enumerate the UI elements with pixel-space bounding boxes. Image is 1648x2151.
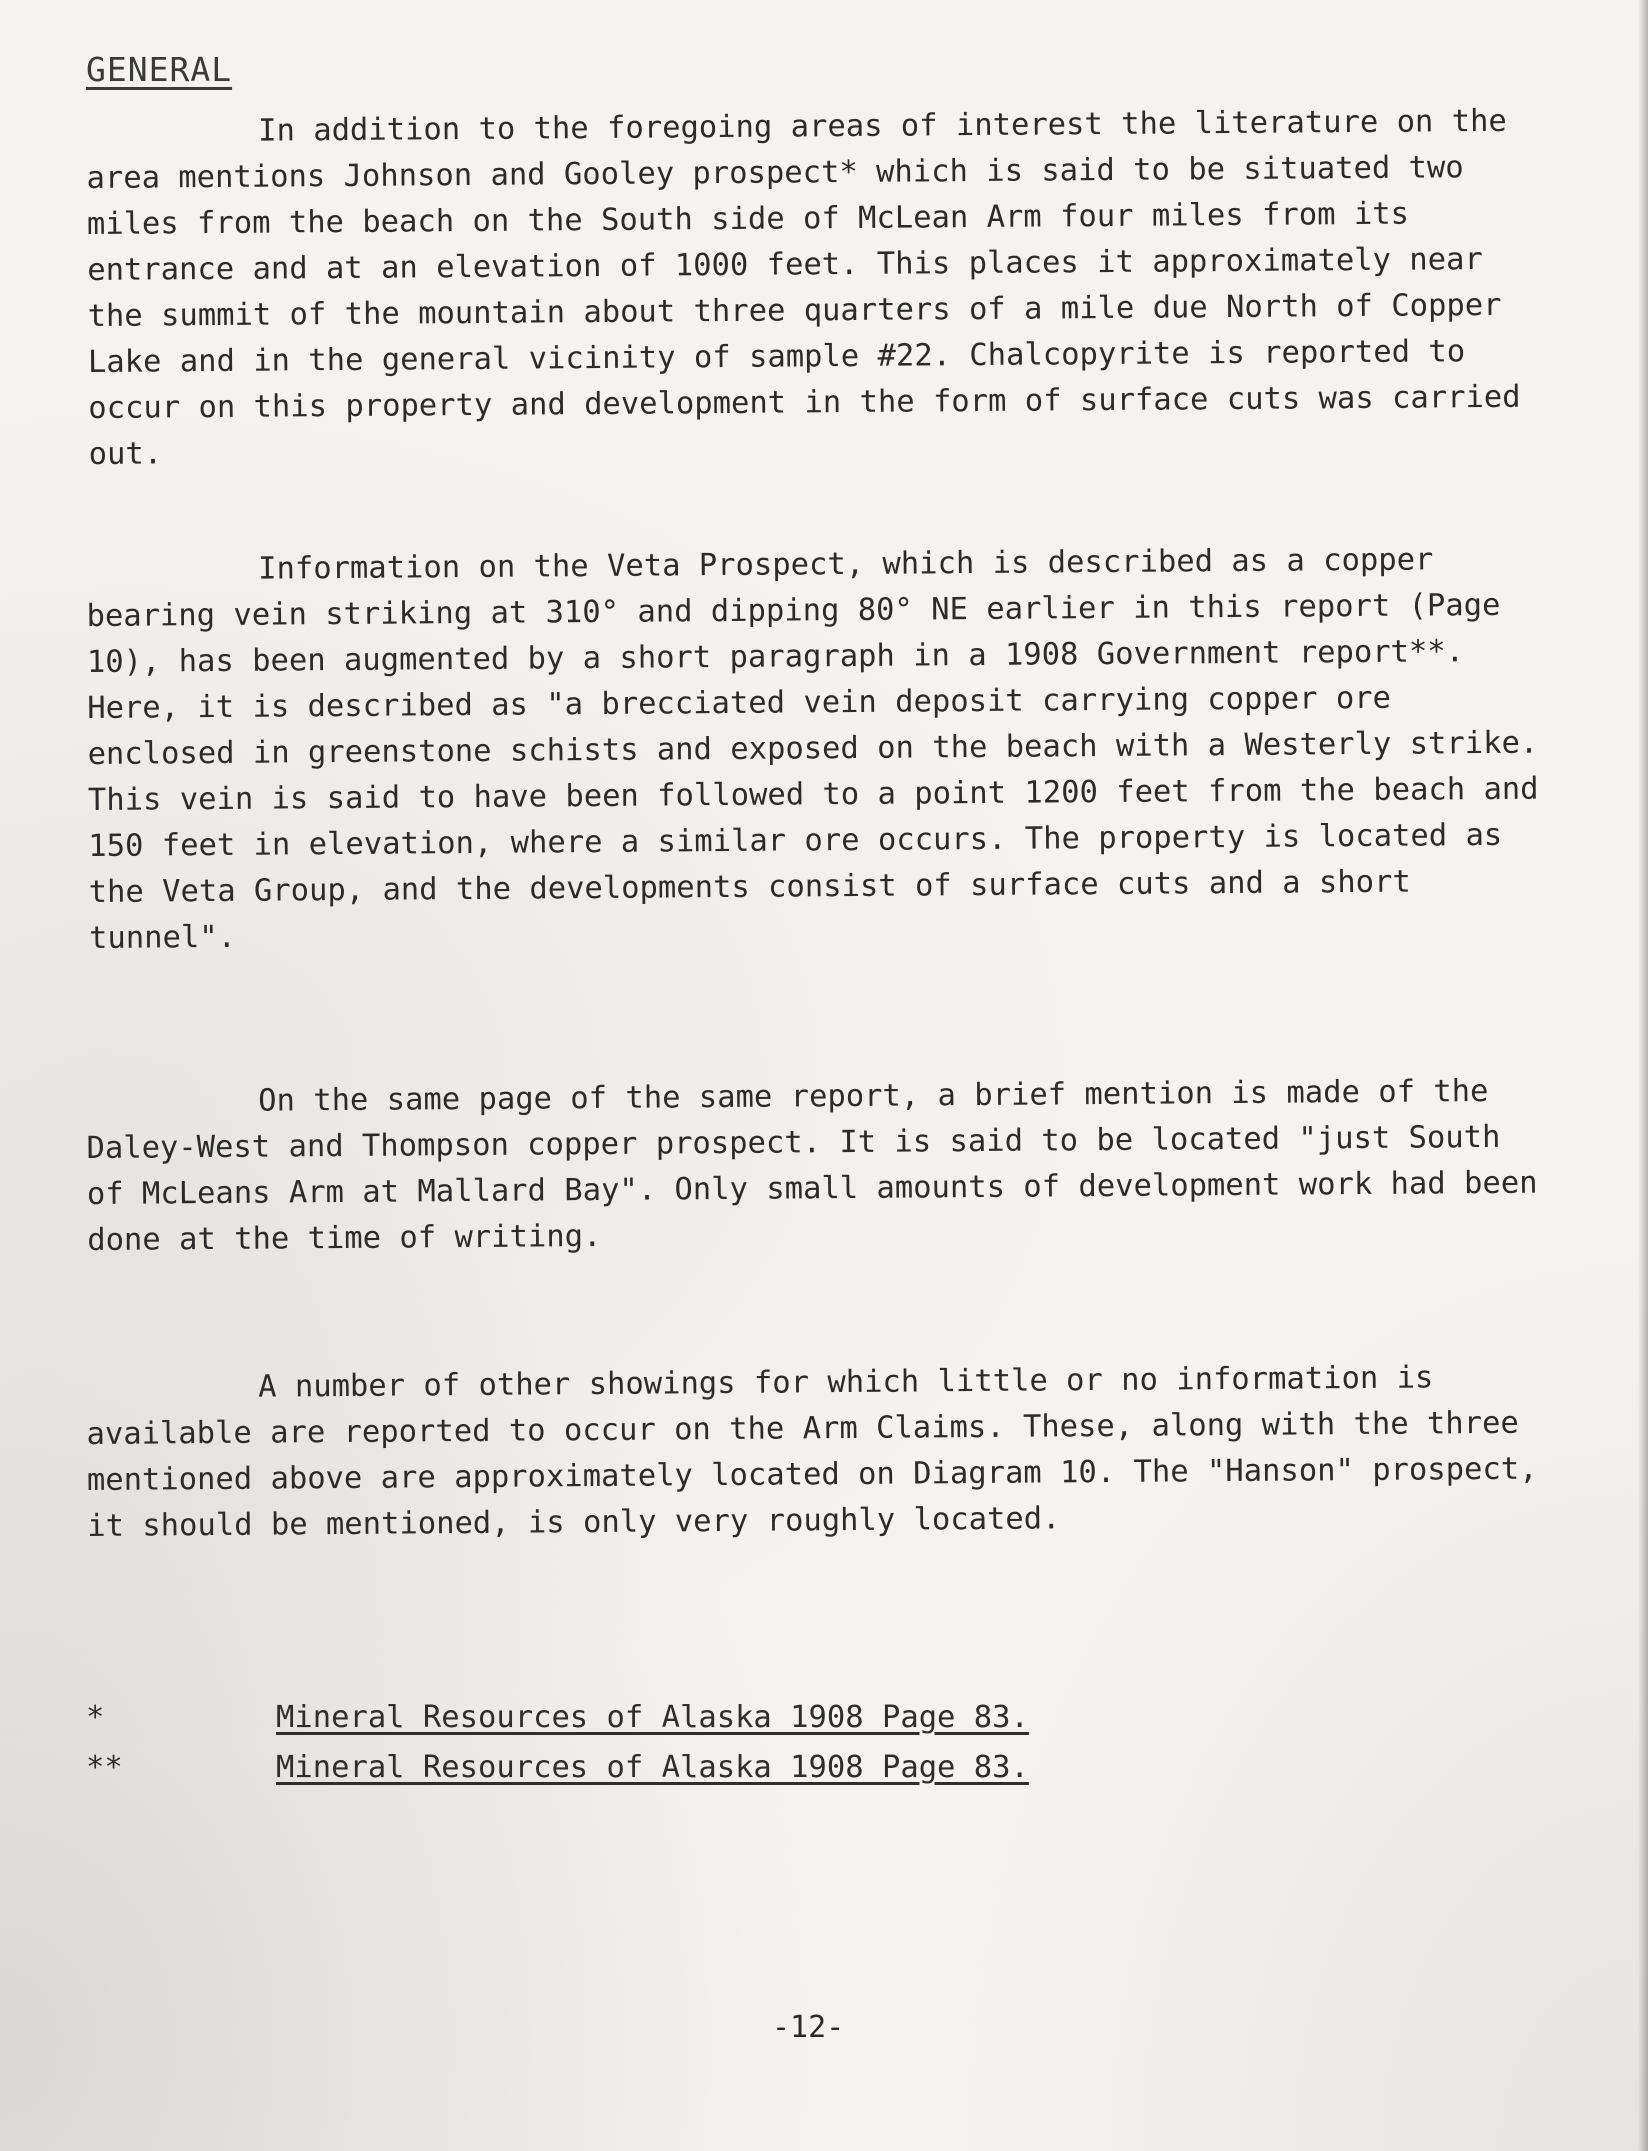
paragraph-other-showings: A number of other showings for which little or no information is available are reported to occur on the Arm Claims. These, along with the three mentioned above are approximately located on Diagram 10. The "Hanson" prospect, it should be mentioned, is only very roughly located. xyxy=(86,1360,1557,1544)
footnote-text: Mineral Resources of Alaska 1908 Page 83. xyxy=(276,1700,1029,1735)
paragraph-daley-west-thompson: On the same page of the same report, a brief mention is made of the Daley-West and Thompson copper prospect. It is said to be located "just South of McLeans Arm at Mallard Bay". Only small amounts of development work had been done at the time of writing. xyxy=(86,1073,1557,1258)
paragraph-veta-prospect: Information on the Veta Prospect, which is described as a copper bearing vein striking at 310° and dipping 80° NE earlier in this report (Page 10), has been augmented by a short paragraph in a 1908 Government report**. Here, it is described as "a brecciated vein deposit carrying copper ore enclosed in greenstone schists and exposed on the beach with a Westerly strike. This vein is said to have been followed to a point 1200 feet from the beach and 150 feet in elevation, where a similar ore occurs. The property is located as the Veta Group, and the developments consist of surface cuts and a short tunnel". xyxy=(86,542,1558,956)
footnote-mark: * xyxy=(86,1700,105,1735)
footnote-mark: ** xyxy=(86,1750,123,1785)
footnote-text: Mineral Resources of Alaska 1908 Page 83. xyxy=(276,1750,1029,1785)
paragraph-johnson-gooley: In addition to the foregoing areas of interest the literature on the area mentions Johnson and Gooley prospect* which is said to be situated two miles from the beach on the South side of McLean Arm four miles from its entrance and at an elevation of 1000 feet. This places it approximately near the summit of the mountain about three quarters of a mile due North of Copper Lake and in the general vicinity of sample #22. Chalcopyrite is reported to occur on this property and development in the form of surface cuts was carried out. xyxy=(86,103,1540,472)
footnote xyxy=(86,1746,1029,1790)
footnote xyxy=(86,1696,1029,1740)
section-heading: GENERAL xyxy=(86,50,233,89)
page-edge-shadow xyxy=(1638,0,1648,2151)
page-number: -12- xyxy=(772,2010,845,2045)
